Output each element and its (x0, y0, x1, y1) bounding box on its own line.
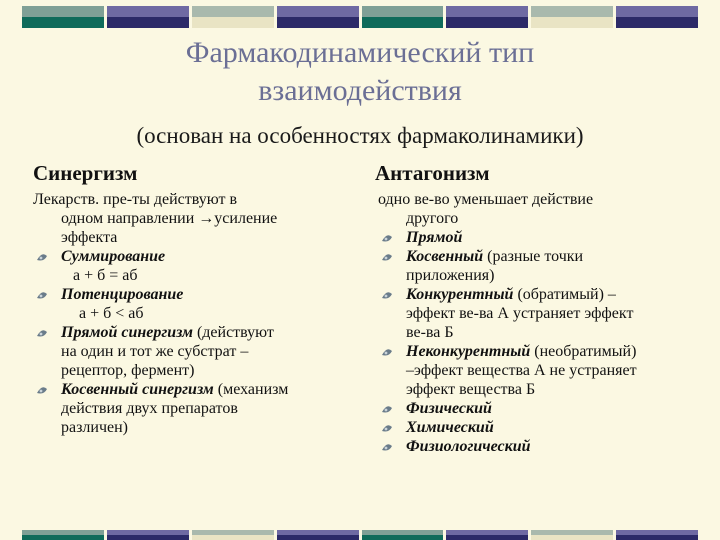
antagonism-heading: Антагонизм (375, 161, 490, 185)
bullet-icon (380, 402, 394, 416)
list-item-chemical (378, 418, 698, 437)
title-line-2: взаимодействия (258, 74, 462, 107)
bottom-decorative-bar (22, 530, 698, 540)
synergism-column (33, 190, 353, 437)
slide-subtitle: (основан на особенностях фармаколинамики) (136, 123, 584, 148)
list-item-physical (378, 399, 698, 418)
synergism-heading: Синергизм (33, 161, 138, 185)
bullet-icon (380, 250, 394, 264)
list-item-noncompetitive: Неконкурентный (необратимый) –эффект вещества А не устраняет эффект вещества Б (378, 342, 698, 399)
bullet-icon (35, 250, 49, 264)
summation-formula: а + б = аб (73, 267, 138, 284)
bullet-icon (380, 440, 394, 454)
list-item-indirect-synergism: Косвенный синергизм (механизм действия двух препаратов различен) (33, 380, 353, 437)
bullet-icon (35, 326, 49, 340)
chemical-label: Химический (406, 419, 494, 436)
antagonism-intro: одно ве-во уменьшает действие другого (378, 191, 594, 227)
competitive-label: Конкурентный (406, 286, 514, 303)
list-item-indirect: Косвенный (разные точки приложения) (378, 247, 698, 285)
bullet-icon (380, 288, 394, 302)
antagonism-column (378, 190, 698, 456)
slide-title (0, 34, 720, 110)
physical-label: Физический (406, 400, 492, 417)
physiological-label: Физиологический (406, 438, 531, 455)
bullet-icon (380, 345, 394, 359)
list-item-direct (378, 228, 698, 247)
list-item-potentiation (33, 285, 353, 304)
list-item-direct-synergism: Прямой синергизм (действуют на один и тот же субстрат – рецептор, фермент) (33, 323, 353, 380)
indirect-synergism-label: Косвенный синергизм (61, 381, 214, 398)
bullet-icon (35, 383, 49, 397)
list-item-summation (33, 247, 353, 266)
top-decorative-bar (22, 6, 698, 28)
direct-synergism-label: Прямой синергизм (61, 324, 193, 341)
noncompetitive-label: Неконкурентный (406, 343, 531, 360)
list-item-competitive: Конкурентный (обратимый) – эффект ве-ва А устраняет эффект ве-ва Б (378, 285, 698, 342)
potentiation-label: Потенцирование (61, 286, 184, 303)
indirect-label: Косвенный (406, 248, 484, 265)
bullet-icon (380, 421, 394, 435)
summation-label: Суммирование (61, 248, 166, 265)
list-item-physiological (378, 437, 698, 456)
bullet-icon (380, 231, 394, 245)
potentiation-formula: а + б < аб (79, 305, 144, 322)
bullet-icon (35, 288, 49, 302)
direct-label: Прямой (406, 229, 463, 246)
title-line-1: Фармакодинамический тип (185, 36, 535, 69)
synergism-intro: Лекарств. пре-ты действуют в одном направлении →усиление эффекта (33, 191, 278, 246)
